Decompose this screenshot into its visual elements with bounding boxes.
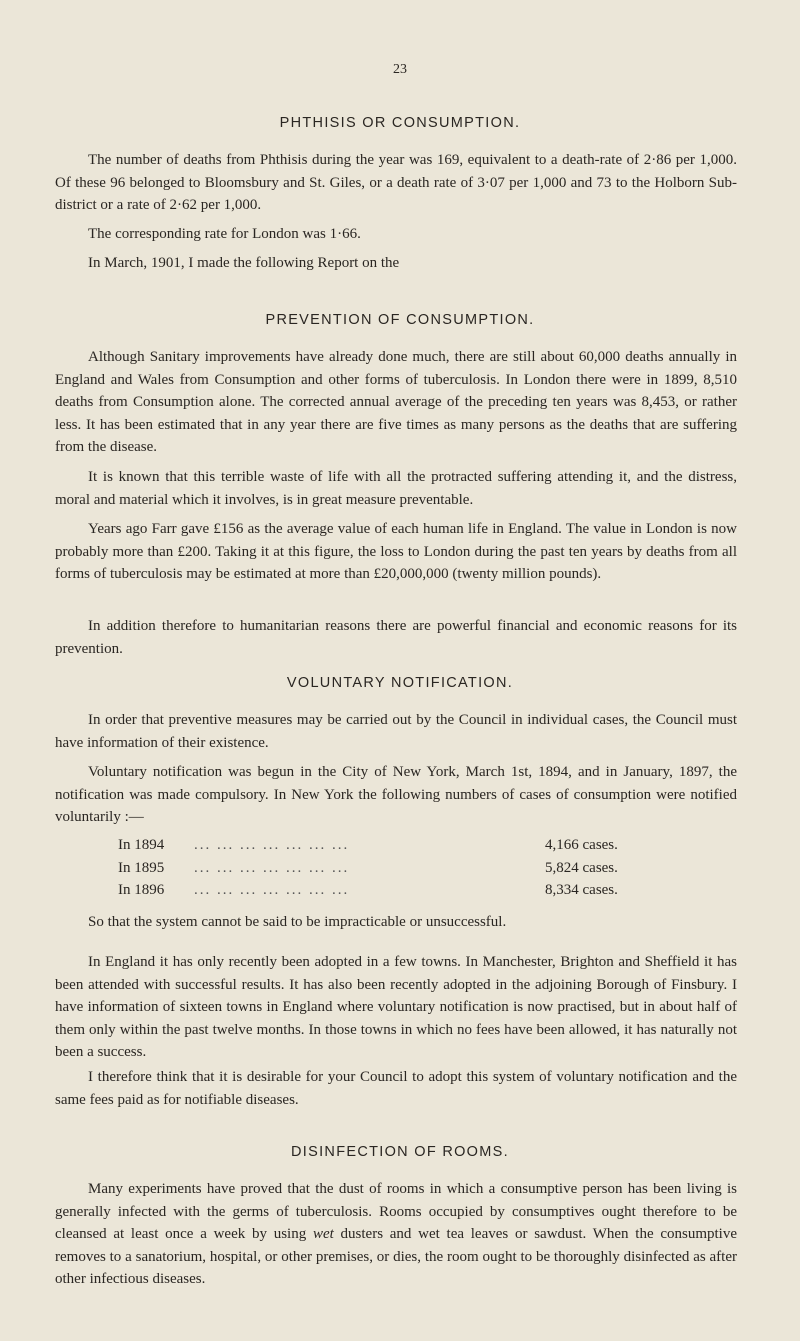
notification-paragraph-1: In order that preventive measures may be carried out by the Council in individual cases, the Council must have information of their existence. bbox=[55, 712, 737, 751]
notification-paragraph-3: So that the system cannot be said to be impracticable or unsuccessful. bbox=[88, 914, 507, 930]
table-row bbox=[118, 857, 663, 880]
notification-paragraph-4: In England it has only recently been adopted in a few towns. In Manchester, Brighton and Sheffield it has been attended with successful results. It has also been recently adopted in the adjoining Borough of Finsbury. I have information of sixteen towns in England where voluntary notification is now practised, but in about half of them only within the past twelve months. In those towns in which no fees have been allowed, it has naturally not been a success. bbox=[55, 954, 737, 1060]
notification-paragraph-2: Voluntary notification was begun in the City of New York, March 1st, 1894, and in January, 1897, the notification was made compulsory. In New York the following numbers of cases of consumption were notified voluntarily :— bbox=[55, 764, 737, 825]
heading-phthisis: PHTHISIS OR CONSUMPTION. bbox=[279, 115, 521, 131]
leader-dots: ... ... ... ... ... ... ... bbox=[194, 859, 350, 876]
table-cases: 4,166 cases. bbox=[545, 837, 618, 853]
table-year: In 1895 bbox=[118, 859, 165, 876]
prevention-paragraph-3: Years ago Farr gave £156 as the average value of each human life in England. The value in London is now probably more than £200. Taking it at this figure, the loss to London during the past ten years by deaths from all forms of tuberculosis may be estimated at more than £20,000,000 (twenty million pounds). bbox=[55, 521, 737, 582]
table-row bbox=[118, 834, 663, 857]
disinfection-paragraph-1 bbox=[55, 1178, 737, 1291]
disinfection-text-b: dusters and wet tea leaves or sawdust. When the consumptive removes to a sanatorium, hospital, or other premises, or dies, the room ought to be thoroughly disinfected as after other infectious diseases. bbox=[55, 1226, 738, 1287]
table-cases: 8,334 cases. bbox=[545, 882, 618, 898]
leader-dots: ... ... ... ... ... ... ... bbox=[194, 882, 350, 898]
heading-prevention: PREVENTION OF CONSUMPTION. bbox=[265, 312, 535, 328]
prevention-paragraph-4: In addition therefore to humanitarian reasons there are powerful financial and economic reasons for its prevention. bbox=[55, 618, 737, 657]
heading-disinfection: DISINFECTION OF ROOMS. bbox=[291, 1144, 509, 1160]
cases-table bbox=[118, 834, 663, 902]
phthisis-paragraph-3: In March, 1901, I made the following Report on the bbox=[88, 255, 400, 271]
table-cases: 5,824 cases. bbox=[545, 859, 618, 876]
prevention-paragraph-1: Although Sanitary improvements have already done much, there are still about 60,000 deaths annually in England and Wales from Consumption and other forms of tuberculosis. In London there were in 1899, 8,510 deaths from Consumption alone. The corrected annual average of the preceding ten years was 8,453, or rather less. It has been estimated that in any year there are five times as many persons as the deaths that are suffering from the disease. bbox=[55, 349, 737, 455]
table-year: In 1894 bbox=[118, 837, 165, 853]
phthisis-paragraph-2: The corresponding rate for London was 1·66. bbox=[88, 226, 361, 242]
heading-voluntary-notification: VOLUNTARY NOTIFICATION. bbox=[286, 675, 514, 691]
table-row bbox=[118, 879, 663, 902]
leader-dots: ... ... ... ... ... ... ... bbox=[194, 837, 350, 853]
disinfection-emphasis: wet bbox=[312, 1226, 334, 1242]
page-number: 23 bbox=[393, 62, 407, 77]
disinfection-text-a: Many experiments have proved that the dust of rooms in which a consumptive person has been living is generally infected with the germs of tuberculosis. Rooms occupied by consumptives ought therefore to be cleansed at least once a week by using bbox=[55, 1181, 737, 1242]
notification-paragraph-5: I therefore think that it is desirable for your Council to adopt this system of voluntary notification and the same fees paid as for notifiable diseases. bbox=[55, 1069, 737, 1108]
phthisis-paragraph-1: The number of deaths from Phthisis during the year was 169, equivalent to a death-rate of 2·86 per 1,000. Of these 96 belonged to Bloomsbury and St. Giles, or a death rate of 3·07 per 1,000 and 73 to the Holborn Sub-district or a rate of 2·62 per 1,000. bbox=[55, 152, 737, 213]
prevention-paragraph-2: It is known that this terrible waste of life with all the protracted suffering attending it, and the distress, moral and material which it involves, is in great measure preventable. bbox=[55, 469, 737, 508]
table-year: In 1896 bbox=[118, 882, 165, 898]
